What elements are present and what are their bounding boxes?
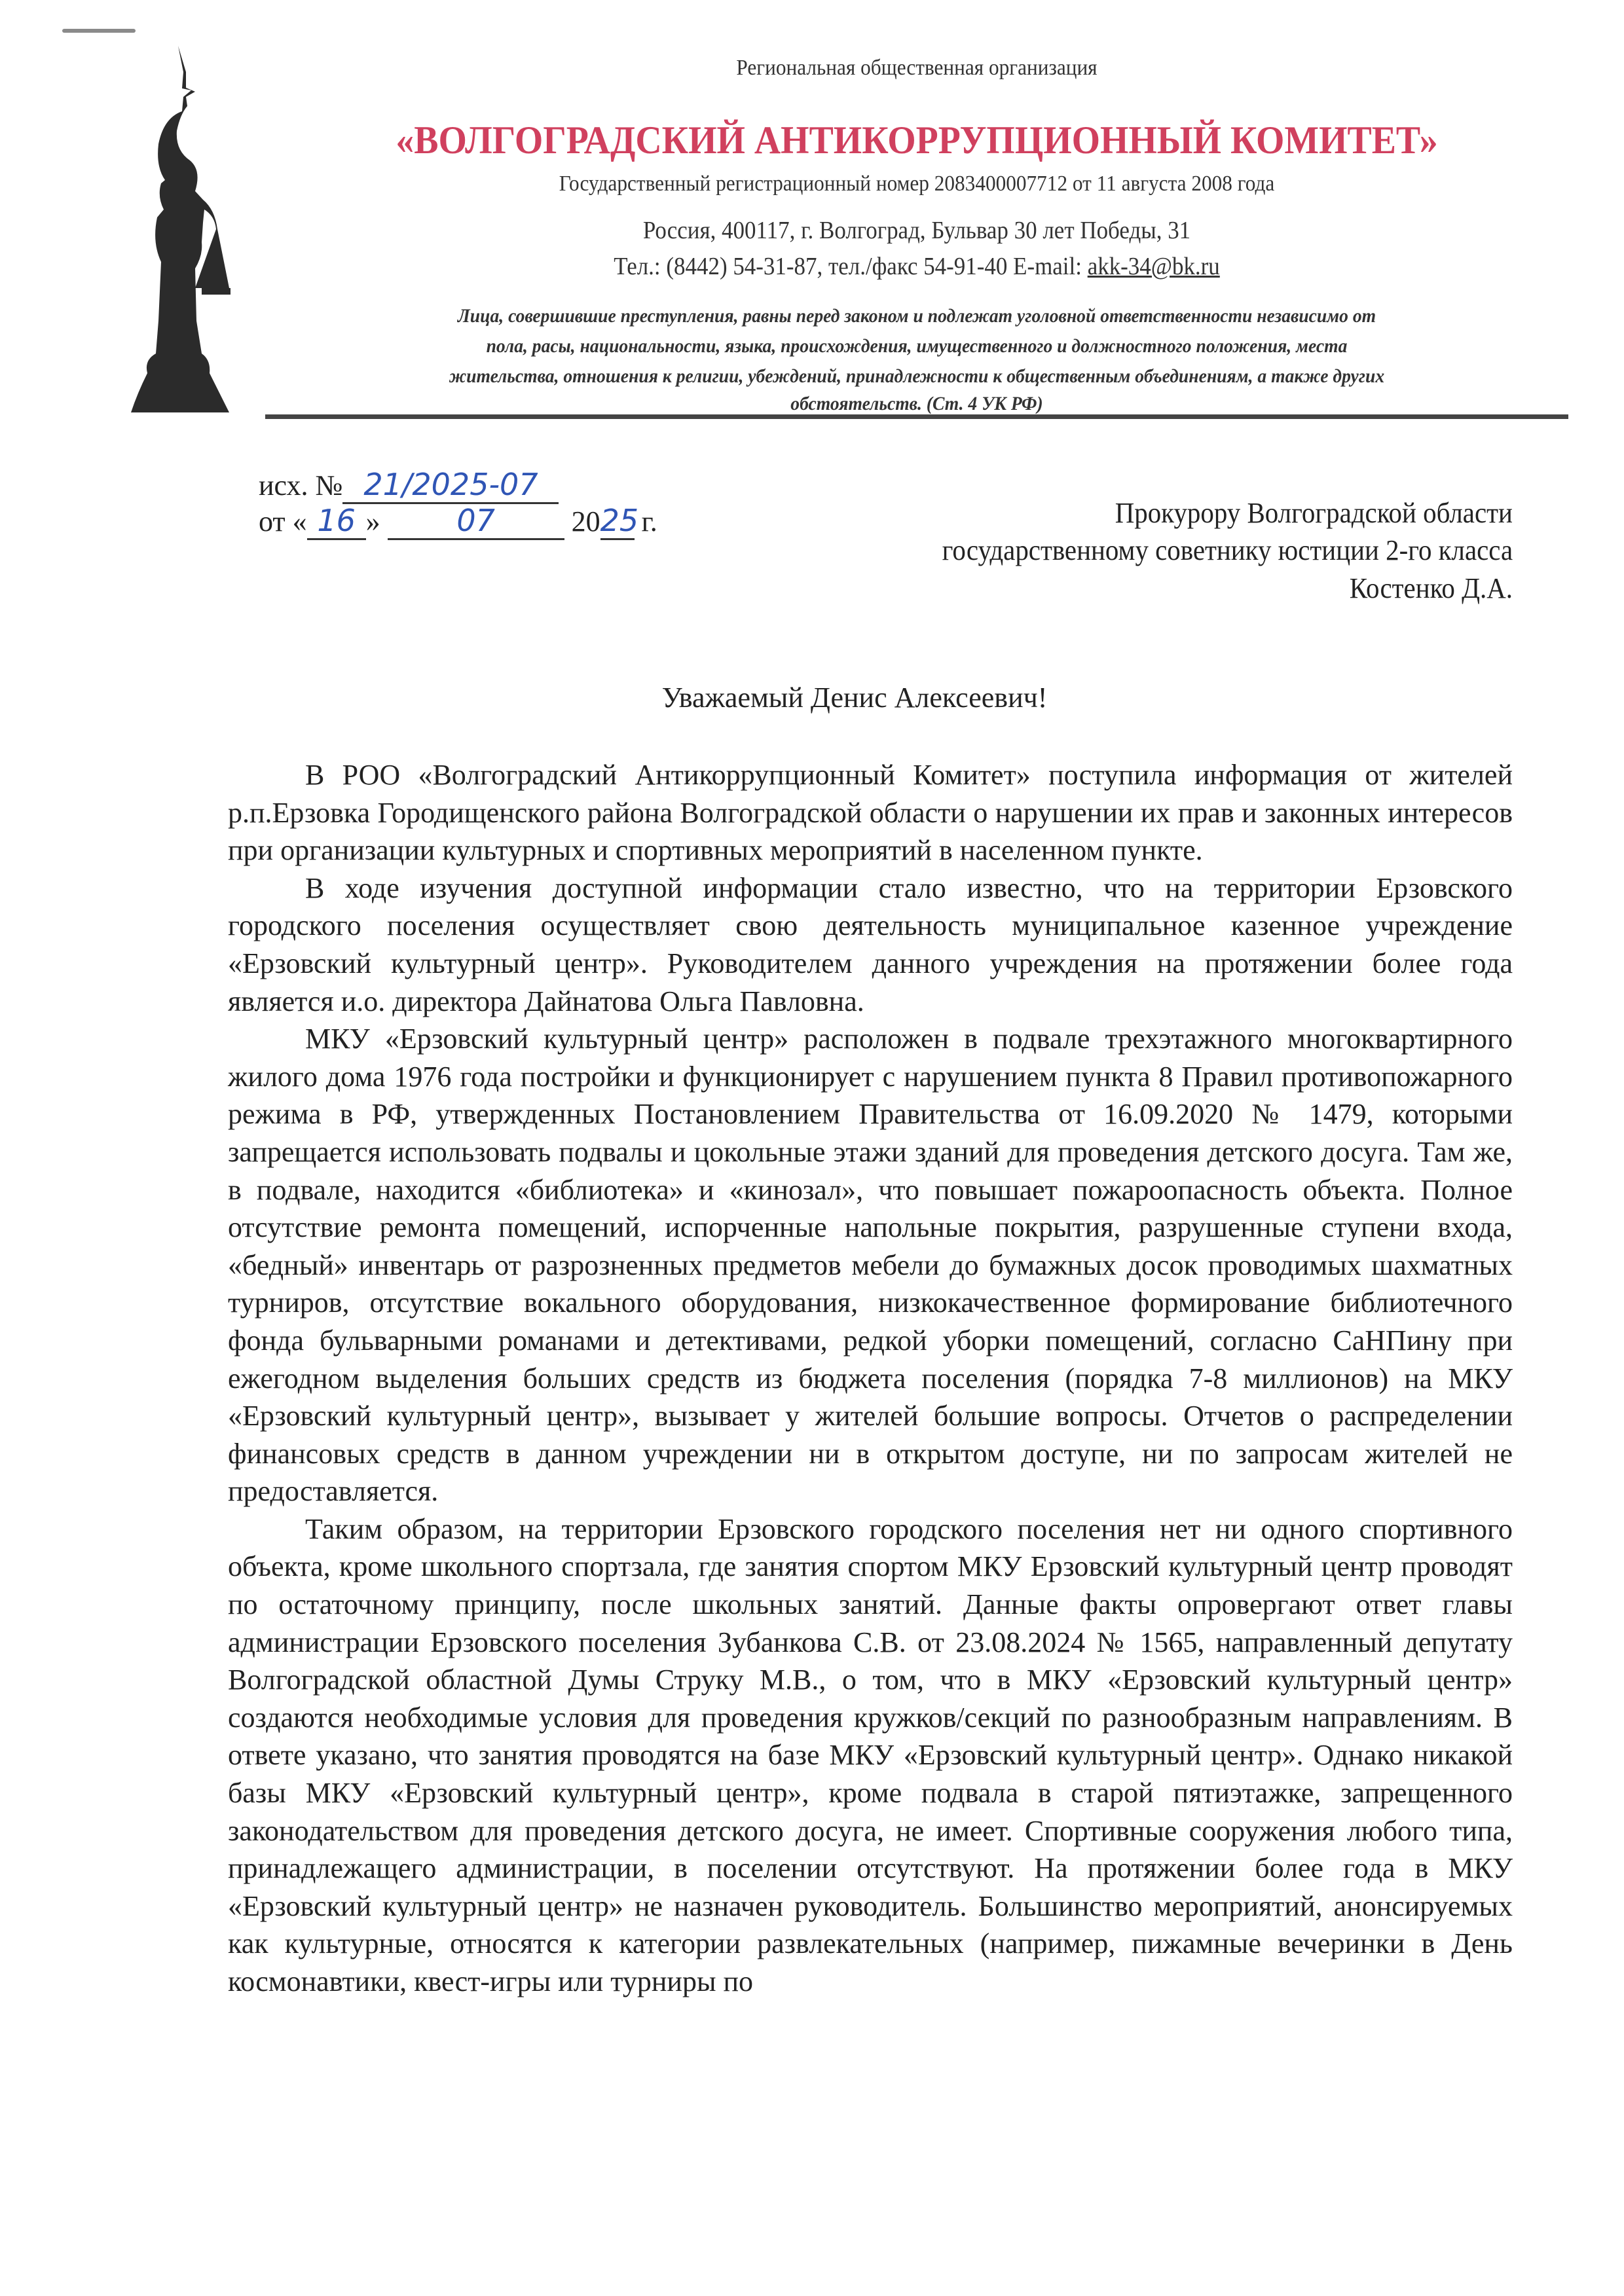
body-paragraph: Таким образом, на территории Ерзовского городского поселения нет ни одного спортивного объекта, кроме школьного спортзала, где занятия спортом МКУ Ерзовский культурный центр проводят по остаточному принципу, после школьных занятий. Данные факты опровергают ответ главы администрации Ерзовского поселения Зубанкова С.В. от 23.08.2024 № 1565, направленный депутату Волгоградской областной Думы Струку М.В., о том, что в МКУ «Ерзовский культурный центр» создаются необходимые условия для проведения кружков/секций по разнообразным направлениям. В ответе указано, что занятия проводятся на базе МКУ «Ерзовский культурный центр». Однако никакой базы МКУ «Ерзовский культурный центр», кроме подвала в старой пятиэтажке, запрещенного законодательством для проведения детского досуга, не имеет. Спортивные сооружения любого типа, принадлежащего администрации, в поселении отсутствуют. На протяжении более года в МКУ «Ерзовский культурный центр» не назначен руководитель. Большинство мероприятий, анонсируемых как культурные, относятся к категории развлекательных (например, пижамные вечеринки в День космонавтики, квест-игры или турниры по [228, 1512, 1513, 1997]
org-address: Россия, 400117, г. Волгоград, Бульвар 30 лет Победы, 31 [642, 217, 1191, 244]
date-prefix: от « [259, 505, 307, 538]
motto-line: обстоятельств. (Ст. 4 УК РФ) [790, 393, 1043, 414]
outgoing-date [259, 503, 657, 540]
registration-number: Государственный регистрационный номер 2083400007712 от 11 августа 2008 года [559, 172, 1275, 196]
motto-line: жительства, отношения к религии, убеждений, принадлежности к общественным объединениям, а также других [449, 365, 1385, 387]
date-sep: » [365, 505, 380, 538]
scan-mark [62, 29, 136, 33]
motto-line: пола, расы, национальности, языка, происхождения, имущественного и должностного положения, места [486, 335, 1348, 357]
addressee-line: Прокурору Волгоградской области [1115, 497, 1513, 529]
date-year-unit: г. [641, 505, 657, 538]
addressee-line: государственному советнику юстиции 2-го класса [942, 534, 1513, 566]
motto-line: Лица, совершившие преступления, равны перед законом и подлежат уголовной ответственности независимо от [457, 305, 1376, 327]
body-paragraph: В РОО «Волгоградский Антикоррупционный Комитет» поступила информация от жителей р.п.Ерзовка Городищенского района Волгоградской области о нарушении их прав и законных интересов при организации культурных и спортивных мероприятий в населенном пункте. [228, 759, 1513, 867]
phone-numbers: Тел.: (8442) 54-31-87, тел./факс 54-91-40 E-mail: [614, 253, 1088, 280]
body-paragraph: В ходе изучения доступной информации стало известно, что на территории Ерзовского городского поселения осуществляет свою деятельность муниципальное казенное учреждение «Ерзовский культурный центр». Руководителем данного учреждения на протяжении более года является и.о. директора Дайнатова Ольга Павловна. [228, 871, 1513, 1017]
org-name-title: «ВОЛГОГРАДСКИЙ АНТИКОРРУПЦИОННЫЙ КОМИТЕТ» [396, 118, 1438, 162]
email-link[interactable]: akk-34@bk.ru [1087, 253, 1220, 280]
addressee-line: Костенко Д.А. [1349, 572, 1513, 604]
date-year-prefix: 20 [571, 505, 600, 538]
date-year-suffix: 25 [600, 503, 635, 540]
salutation: Уважаемый Денис Алексеевич! [661, 682, 1048, 714]
org-type: Региональная общественная организация [736, 56, 1098, 80]
outgoing-number-value: 21/2025-07 [342, 467, 559, 504]
letter-body [228, 756, 1513, 2001]
outgoing-number [259, 467, 559, 504]
header-divider [265, 414, 1568, 419]
date-month: 07 [388, 503, 564, 540]
date-day: 16 [307, 503, 366, 540]
org-contacts [314, 252, 1519, 281]
themis-statue-icon [118, 46, 242, 432]
body-paragraph: МКУ «Ерзовский культурный центр» расположен в подвале трехэтажного многоквартирного жилого дома 1976 года постройки и функционирует с нарушением пункта 8 Правил противопожарного режима в РФ, утвержденных Постановлением Правительства от 16.09.2020 № 1479, которыми запрещается использовать подвалы и цокольные этажи зданий для проведения детского досуга. Там же, в подвале, находится «библиотека» и «кинозал», что повышает пожароопасность объекта. Полное отсутствие ремонта помещений, испорченные напольные покрытия, разрушенные ступени входа, «бедный» инвентарь от разрозненных предметов мебели до бумажных досок проводимых шахматных турниров, отсутствие вокального оборудования, низкокачественное формирование библиотечного фонда бульварными романами и детективами, редкой уборки помещений, согласно СаНПину при ежегодном выделения больших средств из бюджета поселения (порядка 7-8 миллионов) на МКУ «Ерзовский культурный центр», вызывает у жителей большие вопросы. Отчетов о распределении финансовых средств в данном учреждении ни в открытом доступе, ни по запросам жителей не предоставляется. [228, 1023, 1513, 1508]
outgoing-number-label: исх. № [259, 469, 343, 501]
